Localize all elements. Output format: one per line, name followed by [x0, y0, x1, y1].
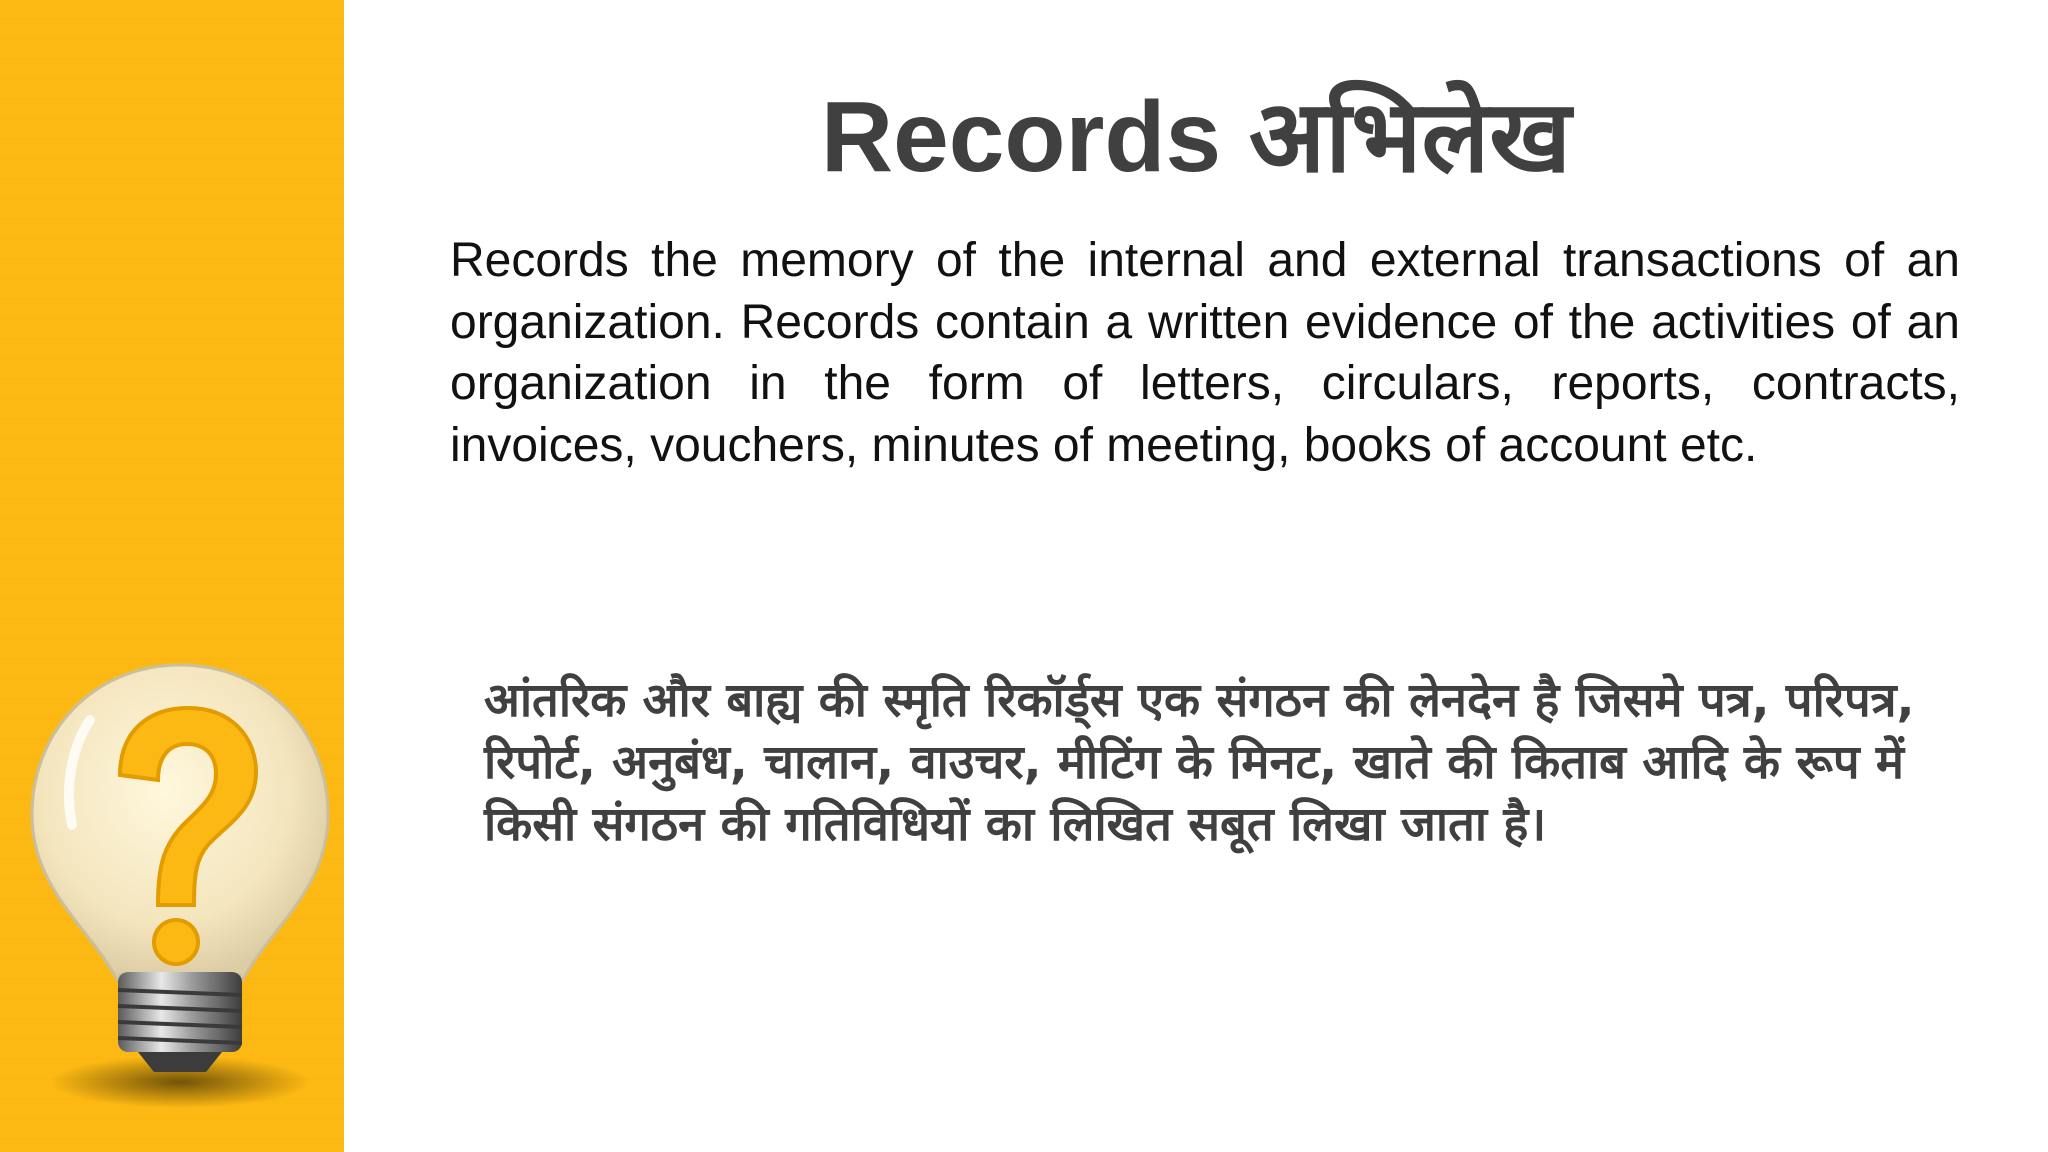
lightbulb-question-mark-icon: [20, 650, 340, 1120]
hindi-description: आंतरिक और बाह्य की स्मृति रिकॉर्ड्स एक संगठन की लेनदेन है जिसमे पत्र, परिपत्र, रिपोर्ट, अनुबंध, चालान, वाउचर, मीटिंग के मिनट, खाते की किताब आदि के रूप में किसी संगठन की गतिविधियों का लिखित सबूत लिखा जाता है।: [484, 673, 1915, 852]
slide-title: Records अभिलेख: [820, 81, 1572, 193]
english-description: Records the memory of the internal and external transactions of an organization. Records contain a written evidence of the activities of an organization in the form of letters, circulars, reports, contracts, invoices, vouchers, minutes of meeting, books of account etc.: [450, 234, 1960, 472]
